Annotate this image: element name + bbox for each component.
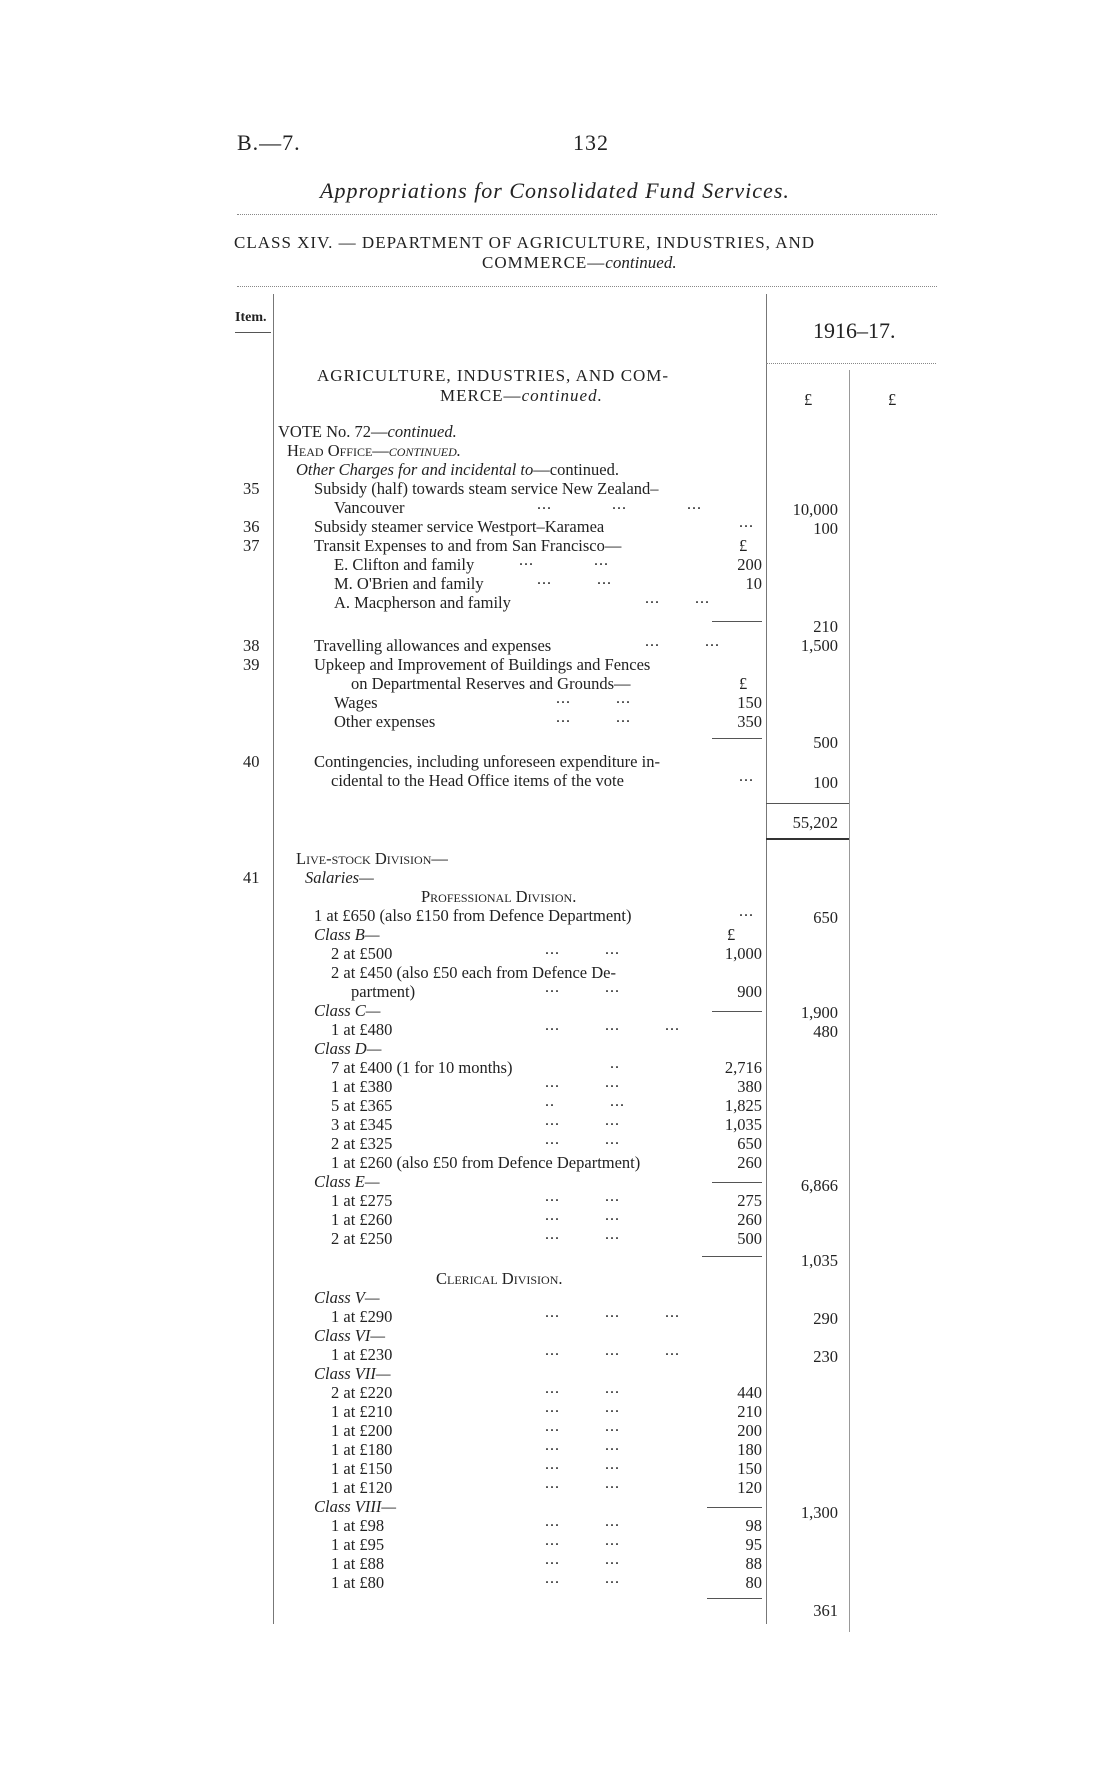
leader-dots: ... ...: [545, 1207, 620, 1224]
leader-dots: ... ...: [545, 1131, 620, 1148]
item-amount: 10,000: [792, 500, 838, 519]
item-amount: 210: [813, 617, 838, 636]
head-office-heading: Head Office—continued.: [287, 441, 461, 460]
class-subtotal: 6,866: [800, 1176, 838, 1195]
leader-dots: ... ...: [556, 690, 631, 707]
leader-dots: ... ...: [545, 1456, 620, 1473]
pound-sign: £: [739, 674, 748, 693]
subtotal-rule: [707, 1598, 762, 1599]
leader-dots: ... ...: [545, 1188, 620, 1205]
year-header-rule: [766, 363, 936, 364]
salary-line: 2 at £250: [331, 1229, 393, 1248]
sub-item-amount: 150: [737, 693, 762, 712]
sub-item-amount: 10: [745, 574, 762, 593]
salary-amount: 380: [737, 1077, 762, 1096]
salary-line: 2 at £500: [331, 944, 393, 963]
sub-item: M. O'Brien and family: [334, 574, 484, 593]
item-description-cont: Vancouver: [334, 498, 405, 517]
salary-amount: 500: [737, 1229, 762, 1248]
item-description: Upkeep and Improvement of Buildings and Fences: [314, 655, 651, 674]
class-e-heading: Class E—: [314, 1172, 380, 1191]
item-number: 36: [243, 517, 260, 536]
leader-dots: ... ... ...: [545, 1304, 680, 1321]
year-column-header: 1916–17.: [813, 318, 896, 343]
salary-line: 1 at £260 (also £50 from Defence Department): [331, 1153, 641, 1172]
leader-dots: ... ...: [545, 1380, 620, 1397]
leader-dots: ... ... ...: [545, 1342, 680, 1359]
sub-item-amount: 350: [737, 712, 762, 731]
leader-dots: .. ...: [545, 1093, 625, 1110]
leader-dots: ... ...: [537, 571, 612, 588]
class-heading-rule: [237, 286, 937, 287]
leader-dots: ... ...: [556, 709, 631, 726]
total-rule-bottom: [766, 838, 849, 840]
section-heading-line2: MERCE—continued.: [440, 386, 603, 405]
document-reference: B.—7.: [237, 130, 301, 155]
leader-dots: ... ...: [545, 1551, 620, 1568]
item-column-header: Item.: [235, 310, 267, 325]
leader-dots: ... ...: [545, 1112, 620, 1129]
salary-amount: 98: [745, 1516, 762, 1535]
leader-dots: ... ...: [545, 1074, 620, 1091]
salary-amount: 80: [745, 1573, 762, 1592]
other-charges-heading: Other Charges for and incidental to—continued.: [296, 460, 619, 479]
salary-amount: 210: [737, 1402, 762, 1421]
subtotal-rule: [712, 738, 762, 739]
class-subtotal: 1,035: [800, 1251, 838, 1270]
item-description: Transit Expenses to and from San Francisco—: [314, 536, 622, 555]
total-rule-top: [766, 803, 849, 804]
leader-dots: ... ...: [545, 979, 620, 996]
salary-line: 1 at £180: [331, 1440, 393, 1459]
leader-dots: ... ...: [545, 1513, 620, 1530]
salary-line: 7 at £400 (1 for 10 months): [331, 1058, 513, 1077]
salary-line: 1 at £200: [331, 1421, 393, 1440]
item-description: Subsidy steamer service Westport–Karamea: [314, 517, 605, 536]
salary-amount: 95: [745, 1535, 762, 1554]
subtotal-rule: [712, 1182, 762, 1183]
item-amount: 100: [813, 773, 838, 792]
salary-amount: 260: [737, 1210, 762, 1229]
salary-line: 1 at £80: [331, 1573, 385, 1592]
salary-line: 1 at £98: [331, 1516, 385, 1535]
leader-dots: ...: [739, 903, 754, 920]
salary-amount: 275: [737, 1191, 762, 1210]
salary-amount: 650: [813, 908, 838, 927]
subtotal-rule: [712, 621, 762, 622]
amount-column-divider: [766, 294, 767, 1624]
salary-line: 2 at £450 (also £50 each from Defence De-: [331, 963, 616, 982]
class-vii-heading: Class VII—: [314, 1364, 391, 1383]
item-amount: 1,500: [800, 636, 838, 655]
item-number: 37: [243, 536, 260, 555]
leader-dots: ... ...: [645, 590, 710, 607]
item-number: 40: [243, 752, 260, 771]
subtotal-rule: [712, 1011, 762, 1012]
salary-amount: 230: [813, 1347, 838, 1366]
class-subtotal: 1,300: [800, 1503, 838, 1522]
leader-dots: ... ...: [545, 1475, 620, 1492]
class-heading-line2: COMMERCE—continued.: [482, 253, 677, 272]
class-b-heading: Class B—: [314, 925, 380, 944]
sub-item: E. Clifton and family: [334, 555, 475, 574]
item-number: 35: [243, 479, 260, 498]
leader-dots: ... ...: [545, 1418, 620, 1435]
salary-amount: 2,716: [724, 1058, 762, 1077]
leader-dots: ... ...: [545, 1570, 620, 1587]
salary-line: 1 at £150: [331, 1459, 393, 1478]
class-d-heading: Class D—: [314, 1039, 382, 1058]
class-c-heading: Class C—: [314, 1001, 381, 1020]
salary-amount: 1,000: [724, 944, 762, 963]
leader-dots: ..: [610, 1055, 620, 1072]
professional-division-heading: Professional Division.: [421, 887, 577, 906]
item-description-cont: cidental to the Head Office items of the vote: [331, 771, 624, 790]
sub-item: Other expenses: [334, 712, 436, 731]
vote-heading: VOTE No. 72—continued.: [278, 422, 457, 441]
item-column-divider: [273, 294, 274, 1624]
salary-line: 3 at £345: [331, 1115, 393, 1134]
class-v-heading: Class V—: [314, 1288, 380, 1307]
salary-amount: 650: [737, 1134, 762, 1153]
salary-line: 1 at £260: [331, 1210, 393, 1229]
salary-amount: 180: [737, 1440, 762, 1459]
sub-item: A. Macpherson and family: [334, 593, 511, 612]
salary-line: 1 at £275: [331, 1191, 393, 1210]
salary-amount: 200: [737, 1421, 762, 1440]
class-subtotal: 1,900: [800, 1003, 838, 1022]
salary-line: 1 at £210: [331, 1402, 393, 1421]
sub-item-amount: 200: [737, 555, 762, 574]
salary-line: 1 at £380: [331, 1077, 393, 1096]
salary-amount: 900: [737, 982, 762, 1001]
leader-dots: ... ...: [545, 1399, 620, 1416]
salary-amount: 440: [737, 1383, 762, 1402]
pound-sign-col2: £: [888, 390, 897, 409]
item-description-cont: on Departmental Reserves and Grounds—: [351, 674, 631, 693]
salary-line: 2 at £220: [331, 1383, 393, 1402]
salary-line: 1 at £95: [331, 1535, 385, 1554]
leader-dots: ... ...: [545, 1437, 620, 1454]
leader-dots: ...: [739, 768, 754, 785]
salary-amount: 260: [737, 1153, 762, 1172]
leader-dots: ... ...: [545, 1532, 620, 1549]
salary-amount: 120: [737, 1478, 762, 1497]
salary-line: 5 at £365: [331, 1096, 393, 1115]
salary-amount: 88: [745, 1554, 762, 1573]
leader-dots: ... ... ...: [545, 1017, 680, 1034]
item-amount: 100: [813, 519, 838, 538]
leader-dots: ...: [739, 514, 754, 531]
pound-sign: £: [727, 925, 736, 944]
salary-line: 1 at £650 (also £150 from Defence Department): [314, 906, 632, 925]
page-title: Appropriations for Consolidated Fund Services.: [320, 178, 790, 203]
class-subtotal: 361: [813, 1601, 838, 1620]
amount-column-divider-right: [849, 370, 850, 1632]
head-office-total: 55,202: [792, 813, 838, 832]
item-amount: 500: [813, 733, 838, 752]
leader-dots: ... ...: [645, 633, 720, 650]
salaries-heading: Salaries—: [305, 868, 374, 887]
pound-sign: £: [739, 536, 748, 555]
class-viii-heading: Class VIII—: [314, 1497, 397, 1516]
pound-sign-col1: £: [804, 390, 813, 409]
item-description: Contingencies, including unforeseen expenditure in-: [314, 752, 660, 771]
title-rule: [237, 214, 937, 215]
item-number: 41: [243, 868, 260, 887]
salary-line: 1 at £120: [331, 1478, 393, 1497]
salary-line: 2 at £325: [331, 1134, 393, 1153]
subtotal-rule: [702, 1256, 762, 1257]
subtotal-rule: [707, 1507, 762, 1508]
item-header-underline: [235, 332, 271, 333]
salary-amount: 1,035: [724, 1115, 762, 1134]
livestock-division-heading: Live-stock Division—: [296, 849, 448, 868]
class-heading-line1: CLASS XIV. — DEPARTMENT OF AGRICULTURE, INDUSTRIES, AND: [234, 233, 816, 252]
item-number: 39: [243, 655, 260, 674]
salary-line: 1 at £88: [331, 1554, 385, 1573]
class-vi-heading: Class VI—: [314, 1326, 386, 1345]
sub-item: Wages: [334, 693, 378, 712]
salary-line: 1 at £480: [331, 1020, 393, 1039]
leader-dots: ... ...: [545, 941, 620, 958]
salary-line-cont: partment): [351, 982, 416, 1001]
salary-line: 1 at £230: [331, 1345, 393, 1364]
salary-amount: 480: [813, 1022, 838, 1041]
salary-amount: 290: [813, 1309, 838, 1328]
clerical-division-heading: Clerical Division.: [436, 1269, 563, 1288]
item-description: Travelling allowances and expenses: [314, 636, 552, 655]
section-heading-line1: AGRICULTURE, INDUSTRIES, AND COM-: [317, 366, 670, 385]
item-description: Subsidy (half) towards steam service New Zealand–: [314, 479, 659, 498]
salary-amount: 1,825: [724, 1096, 762, 1115]
leader-dots: ... ... ...: [537, 496, 702, 513]
page-number: 132: [573, 130, 609, 155]
leader-dots: ... ...: [545, 1226, 620, 1243]
salary-amount: 150: [737, 1459, 762, 1478]
salary-line: 1 at £290: [331, 1307, 393, 1326]
leader-dots: ... ...: [519, 552, 609, 569]
item-number: 38: [243, 636, 260, 655]
